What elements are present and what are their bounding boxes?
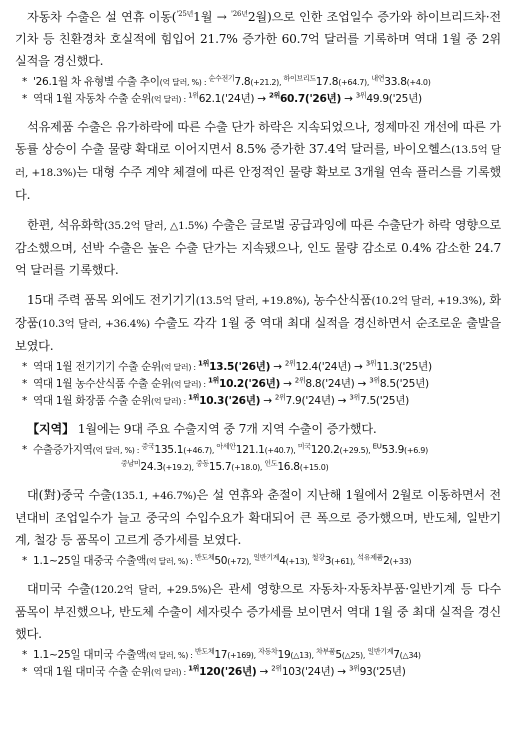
value-bold: 13.5('26년) [209,361,271,373]
bullet-us-ranking [19,664,501,681]
paragraph-other-items [15,289,501,357]
value: 24.3 [140,461,163,473]
bullet-group-us [19,647,501,681]
superscript: 철강 [311,553,325,562]
bullet-label: 수출증가지역 [33,444,93,456]
small-text: (120.2억 달러, +29.5%) [90,584,212,596]
change: (△13), [290,651,316,660]
rank-superscript: 1위 [188,91,199,100]
value: 17.8 [315,76,339,88]
value: 93('25년) [359,666,406,678]
value: 5 [335,649,342,661]
unit-text: (억 달러) : [151,668,189,677]
change: (+64.7), [338,78,372,87]
value: 8.8('24년) → [305,378,370,390]
unit-text: (억 달러, %) : [146,557,195,566]
value: 7.8 [234,76,251,88]
text: 수출도 각각 1월 중 역대 최대 실적을 경신하면서 순조로운 출발을 보였다. [15,316,501,353]
change: (+6.9) [404,446,428,455]
text: 1월 → [193,10,232,24]
paragraph-petrochemical-ship [15,214,501,281]
value-bold: 10.3('26년) [199,395,261,407]
value: 33.8 [384,76,407,88]
superscript: 내연 [371,74,385,83]
change: (+19.2), [162,463,196,472]
superscript: 순수전기 [208,74,235,83]
superscript: '25년 [176,9,194,18]
unit-text: (억 달러, %) : [159,78,209,87]
bullet-electric-equipment-ranking [19,359,501,376]
rank-superscript: 1위 [188,664,200,673]
superscript: 반도체 [194,553,215,562]
bullet-label: 역대 1월 전기기기 수출 순위 [33,361,161,373]
superscript: 중동 [195,459,209,468]
unit-text: (억 달러) : [151,397,189,406]
value: 15.7 [208,461,232,473]
superscript: 일반기계 [253,553,280,562]
change: (+21.2), [250,78,284,87]
bullet-label: 역대 1월 농수산식품 수출 순위 [33,378,171,390]
arrow: → [270,361,285,373]
text: 대미국 수출 [27,582,91,596]
value: 4 [279,555,286,567]
arrow: → [256,666,272,678]
rank-superscript: 2위 [284,359,296,368]
value: 103('24년) → [281,666,349,678]
superscript: 석유제품 [357,553,384,562]
text: 2월)으로 인한 조업일수 증가와 하이브리드차·전기차 등 친환경차 호실적에 힘입어 21.7% 증가한 60.7억 달러를 기록하며 역대 1월 중 2위 실적을 경신했다. [15,10,501,68]
value: 120.2 [310,444,340,456]
paragraph-china-exports [15,484,501,551]
bullet-group-other-items [19,359,501,410]
value: 16.8 [277,461,300,473]
arrow: → [280,378,295,390]
value: 49.9('25년) [366,93,422,105]
superscript: 차부품 [315,647,336,656]
rank-superscript: 1위 [198,359,210,368]
bullet-star: * [22,555,27,567]
value-bold: 10.2('26년) [219,378,281,390]
small-text: (13.5억 달러, +18.3%) [15,144,501,179]
superscript: 일반기계 [367,647,394,656]
text: , 화장품 [15,293,502,330]
bullet-growth-regions [19,442,501,459]
value: 12.4('24년) → [295,361,366,373]
bullet-label: 역대 1월 화장품 수출 순위 [33,395,152,407]
superscript: 반도체 [194,647,215,656]
small-text: (135.1, +46.7%) [111,490,197,502]
value: 7 [393,649,400,661]
rank-superscript: 2위 [268,91,280,100]
value-bold: 120('26년) [199,666,257,678]
bullet-china-exports [19,553,501,570]
value: 3 [324,555,332,567]
bullet-label: 역대 1월 자동차 수출 순위 [33,93,152,105]
text: 수출은 글로벌 공급과잉에 따른 수출단가 하락 영향으로 감소했으며, 선박 수출은 높은 수출 단가는 지속됐으나, 인도 물량 감소로 0.4% 감소한 24.7억 달러를 기록했다. [15,218,501,277]
change: (+4.0) [406,78,431,87]
value: 62.1('24년) → [198,93,269,105]
bullet-star: * [22,378,27,390]
text: 은 설 연휴와 춘절이 지난해 1월에서 2월로 이동하면서 전년대비 조업일수가 늘고 중국의 수입수요가 확대되어 큰 폭으로 증가했으며, 반도체, 일반기계, 철강 등 품목이 고르게 증가세를 보였다. [15,488,501,547]
superscript: 중국 [141,442,155,451]
bullet-automobile-ranking [19,91,501,108]
unit-text: (억 달러) : [151,95,189,104]
bullet-vehicle-type-exports [19,74,501,91]
rank-superscript: 3위 [369,376,380,385]
superscript: 하이브리드 [283,74,316,83]
small-text: (10.3억 달러, +36.4%) [38,318,150,330]
superscript: 미국 [297,442,311,451]
unit-text: (억 달러, %) : [146,651,195,660]
paragraph-automobile-exports [15,6,501,72]
rank-superscript: 2위 [271,664,282,673]
bullet-agrifood-ranking [19,376,501,393]
value: 11.3('25년) [376,361,432,373]
value: 17 [214,649,228,661]
change: (△25), [341,651,368,660]
rank-superscript: 3위 [349,393,360,402]
bullet-group-china [19,553,501,570]
unit-text: (억 달러) : [170,380,208,389]
small-text: (35.2억 달러, △1.5%) [103,220,208,232]
bullet-star: * [22,395,27,407]
change: (△34) [399,651,421,660]
superscript: EU [372,442,382,451]
value: 2 [383,555,390,567]
change: (+18.0), [231,463,265,472]
bullet-group-region [19,442,501,476]
rank-superscript: 3위 [355,91,367,100]
unit-text: (억 달러) : [160,363,199,372]
text: 한편, 석유화학 [27,218,104,232]
bullet-label: 1.1~25일 대중국 수출액 [33,555,147,567]
bullet-star: * [22,649,27,661]
rank-superscript: 3위 [348,664,360,673]
bullet-group-automobile [19,74,501,108]
bullet-cosmetics-ranking [19,393,501,410]
section-tag: 【지역】 [27,422,75,436]
text: 15대 주력 품목 외에도 전기기기 [27,293,196,307]
change: (+13), [285,557,312,566]
text: 대(對)중국 수출 [27,488,112,502]
change: (+72), [227,557,254,566]
superscript: 인도 [264,459,278,468]
bullet-star: * [22,76,27,88]
value: 8.5('25년) [379,378,429,390]
value: 121.1 [235,444,265,456]
unit-text: (억 달러, %) : [92,446,142,455]
value: 53.9 [381,444,405,456]
change: (+40.7), [264,446,298,455]
bullet-star: * [22,666,27,678]
change: (+33) [389,557,412,566]
text: 는 대형 수주 계약 체결에 따른 안정적인 물량 확보로 3개월 연속 플러스를 기록했다. [15,165,501,202]
bullet-label: '26.1월 차 유형별 수출 추이 [33,76,160,88]
paragraph-petroleum-bio [15,116,501,206]
change: (+15.0) [299,463,329,472]
value: 19 [277,649,291,661]
change: (+61), [331,557,358,566]
arrow: → [260,395,275,407]
arrow: → [341,93,356,105]
rank-superscript: 1위 [188,393,200,402]
value: 50 [214,555,228,567]
value: 7.5('25년) [359,395,409,407]
change: (+46.7), [183,446,217,455]
text: 석유제품 수출은 유가하락에 따른 수출 단가 하락은 지속되었으나, 정제마진 개선에 따른 가동률 상승이 수출 물량 확대로 이어지면서 8.5% 증가한 37.4억 달러를, 바이오헬스 [15,120,501,156]
bullet-label: 1.1~25일 대미국 수출액 [33,649,147,661]
text: 자동차 수출은 설 연휴 이동( [27,10,177,24]
rank-superscript: 1위 [207,376,220,385]
bullet-star: * [22,93,27,105]
value: 7.9('24년) → [285,395,350,407]
rank-superscript: 2위 [294,376,306,385]
text: 은 관세 영향으로 자동차·자동차부품·일반기계 등 다수 품목이 부진했으나, 반도체 수출이 세자릿수 증가세를 보이면서 역대 1월 중 최대 실적을 경신했다. [15,582,502,641]
change: (+29.5), [339,446,373,455]
change: (+169), [227,651,259,660]
bullet-star: * [22,444,27,456]
value: 135.1 [154,444,184,456]
superscript: 중남미 [121,459,141,468]
bullet-growth-regions-cont [19,459,501,476]
small-text: (10.2억 달러, +19.3%) [371,295,483,307]
rank-superscript: 3위 [365,359,377,368]
bullet-star: * [22,361,27,373]
superscript: '26년 [231,9,248,18]
superscript: 자동차 [258,647,278,656]
small-text: (13.5억 달러, +19.8%) [195,295,307,307]
value-bold: 60.7('26년) [279,93,342,105]
paragraph-region [15,418,501,440]
text: 1월에는 9대 주요 수출지역 중 7개 지역 수출이 증가했다. [74,422,377,436]
text: , 농수산식품 [306,293,372,307]
rank-superscript: 2위 [274,393,286,402]
paragraph-us-exports [15,578,501,645]
superscript: 아세안 [216,442,236,451]
bullet-label: 역대 1월 대미국 수출 순위 [33,666,152,678]
bullet-us-exports [19,647,501,664]
